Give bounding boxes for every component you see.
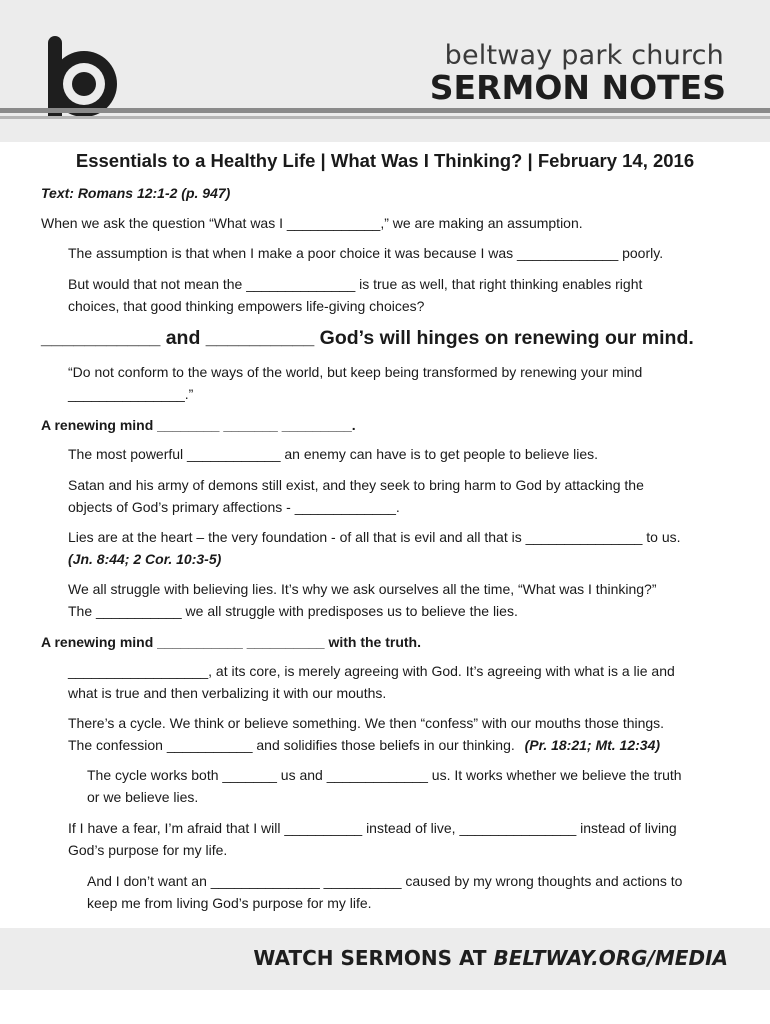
watch-sermons-banner (253, 946, 728, 970)
note-line: The ___________ we all struggle with predisposes us to believe the lies. (68, 603, 518, 619)
section-heading: A renewing mind ___________ __________ with the truth. (41, 634, 421, 650)
note-line: The assumption is that when I make a poor choice it was because I was _____________ poorly. (68, 245, 664, 261)
scripture-citation: (Jn. 8:44; 2 Cor. 10:3-5) (68, 551, 222, 567)
scripture-citation: (Pr. 18:21; Mt. 12:34) (524, 737, 661, 753)
note-line: We all struggle with believing lies. It’s why we ask ourselves all the time, “What was I thinking?” (68, 581, 657, 597)
page-header (0, 0, 770, 142)
scripture-reference: Text: Romans 12:1-2 (p. 947) (41, 185, 231, 201)
header-divider (0, 108, 770, 122)
note-line: choices, that good thinking empowers life-giving choices? (68, 298, 425, 314)
note-line: Lies are at the heart – the very foundation - of all that is evil and all that is _______________ to us. (68, 529, 681, 545)
note-line: When we ask the question “What was I ____________,” we are making an assumption. (41, 215, 583, 231)
footer-prefix: WATCH SERMONS AT (253, 946, 494, 970)
note-line: objects of God’s primary affections - _____________. (68, 499, 400, 515)
note-text: The confession ___________ and solidifies those beliefs in our thinking. (68, 737, 515, 753)
section-heading: ___________ and __________ God’s will hinges on renewing our mind. (41, 327, 694, 349)
note-line: keep me from living God’s purpose for my life. (87, 895, 372, 911)
note-line: _______________.” (68, 386, 194, 402)
note-line: __________________, at its core, is merely agreeing with God. It’s agreeing with what is a lie and (68, 663, 675, 679)
note-line: If I have a fear, I’m afraid that I will __________ instead of live, _______________ instead of living (68, 820, 677, 836)
sermon-title: Essentials to a Healthy Life | What Was I Thinking? | February 14, 2016 (75, 150, 695, 171)
note-line: The cycle works both _______ us and _____________ us. It works whether we believe the truth (87, 767, 682, 783)
note-line: Satan and his army of demons still exist, and they seek to bring harm to God by attacking the (68, 477, 644, 493)
note-line: or we believe lies. (87, 789, 199, 805)
note-line: And I don’t want an ______________ __________ caused by my wrong thoughts and actions to (87, 873, 683, 889)
note-line: The most powerful ____________ an enemy can have is to get people to believe lies. (68, 446, 599, 462)
note-line (68, 734, 660, 756)
note-line: what is true and then verbalizing it with our mouths. (68, 685, 387, 701)
note-line: But would that not mean the ______________ is true as well, that right thinking enables right (68, 276, 643, 292)
note-line: “Do not conform to the ways of the world, but keep being transformed by renewing your mind (68, 364, 643, 380)
sermon-notes-title: SERMON NOTES (429, 68, 726, 107)
page-footer (0, 928, 770, 990)
section-heading: A renewing mind ________ _______ _________. (41, 417, 356, 433)
note-line: God’s purpose for my life. (68, 842, 228, 858)
note-line: There’s a cycle. We think or believe something. We then “confess” with our mouths those things. (68, 715, 665, 731)
footer-url[interactable]: BELTWAY.ORG/MEDIA (493, 946, 728, 970)
church-name: beltway park church (444, 40, 724, 71)
